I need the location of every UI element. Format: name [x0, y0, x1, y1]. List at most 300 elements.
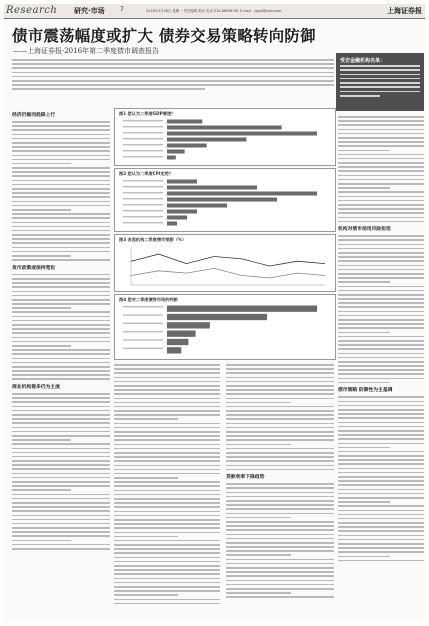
text-line [226, 492, 334, 494]
text-line [12, 129, 110, 131]
text-line [338, 306, 424, 308]
text-line [114, 460, 220, 462]
headline: 债市震荡幅度或扩大 债券交易策略转向防御 [12, 27, 316, 45]
text-line [338, 373, 424, 375]
text-line [338, 191, 424, 193]
text-line [114, 532, 220, 534]
text-line [226, 575, 334, 577]
bar [167, 198, 277, 202]
text-line [226, 559, 334, 561]
text-line [338, 560, 424, 562]
text-line [114, 582, 220, 584]
text-line [12, 307, 71, 309]
text-line [226, 418, 334, 420]
text-line [338, 430, 424, 432]
text-line [338, 505, 424, 507]
text-line [338, 493, 424, 495]
text-line [12, 370, 110, 372]
bar-label [123, 156, 163, 157]
text-line [114, 573, 220, 575]
text-line [338, 179, 424, 181]
text-line [226, 542, 334, 544]
text-line [12, 286, 110, 288]
text-line [338, 522, 424, 524]
text-line [12, 180, 110, 182]
bar-label [123, 339, 163, 340]
text-line [338, 244, 424, 246]
text-line [12, 485, 110, 487]
text-line [114, 490, 220, 492]
text-line [338, 265, 424, 267]
text-line [226, 554, 291, 556]
bar-label [123, 306, 163, 307]
text-line [338, 290, 424, 292]
text-line [338, 277, 424, 279]
bar-label [123, 150, 163, 151]
text-line [226, 571, 334, 573]
text-line [114, 465, 220, 467]
text-line [226, 364, 334, 366]
text-line [338, 187, 390, 189]
text-line [338, 273, 424, 275]
text-line [338, 294, 424, 296]
text-line [12, 349, 110, 351]
text-line [338, 252, 424, 254]
text-line [114, 452, 220, 454]
bar-label [123, 323, 163, 324]
bar [167, 210, 197, 214]
text-line [12, 247, 110, 249]
text-line [226, 592, 291, 594]
bar [167, 339, 188, 345]
article-text [338, 235, 424, 383]
text-line [114, 381, 220, 383]
bar-label [123, 216, 163, 217]
institutions-sidebar [336, 53, 424, 111]
text-line [338, 556, 390, 558]
text-line [114, 477, 178, 479]
text-line [114, 439, 220, 441]
text-line [338, 501, 390, 503]
text-line [12, 209, 71, 211]
text-line [12, 138, 110, 140]
text-line [12, 414, 110, 416]
text-line [12, 332, 110, 334]
text-line [226, 534, 334, 536]
text-line [338, 170, 424, 172]
text-line [338, 405, 424, 407]
text-line [226, 452, 334, 454]
bar-label [123, 198, 163, 199]
bar [167, 120, 202, 124]
chart-4-plot [115, 295, 335, 359]
text-line [338, 212, 424, 214]
text-line [338, 248, 424, 250]
text-line [114, 557, 220, 559]
text-line [12, 337, 110, 339]
text-line [12, 303, 110, 305]
text-line [226, 444, 291, 446]
text-line [114, 594, 178, 596]
page-header [4, 4, 425, 19]
text-line [114, 423, 220, 425]
text-line [338, 154, 424, 156]
text-line [226, 496, 334, 498]
text-line [12, 544, 110, 546]
text-line [226, 529, 334, 531]
text-line [226, 580, 334, 582]
header-brand: Research [6, 5, 58, 16]
text-line [114, 548, 220, 550]
text-line [114, 515, 220, 517]
text-line [12, 159, 110, 161]
text-line [226, 596, 334, 598]
text-line [114, 456, 220, 458]
text-line [114, 473, 220, 475]
text-line [226, 406, 334, 408]
bar [167, 331, 196, 337]
text-line [338, 327, 424, 329]
text-line [338, 409, 424, 411]
text-line [226, 508, 334, 510]
series-line [131, 268, 325, 278]
text-line [12, 431, 110, 433]
text-line [114, 372, 220, 374]
text-line [12, 282, 110, 284]
text-line [12, 494, 110, 496]
text-line [226, 381, 334, 383]
text-line [12, 523, 110, 525]
text-line [12, 535, 110, 537]
text-line [226, 465, 334, 467]
text-line [338, 365, 424, 367]
text-line [114, 398, 220, 400]
text-line [226, 423, 334, 425]
text-line [338, 315, 424, 317]
text-line [114, 393, 220, 395]
chart-4 [114, 294, 336, 360]
text-line [226, 469, 334, 471]
text-line [12, 150, 110, 152]
text-line [12, 320, 110, 322]
chart-title: 图1 您认为二季度GDP增速？ [119, 111, 176, 116]
text-line [226, 389, 334, 391]
section-heading: 货币政策或保持宽松 [12, 265, 56, 271]
text-line [338, 137, 424, 139]
article-text [12, 274, 110, 380]
text-line [12, 366, 110, 368]
text-line [114, 410, 220, 412]
text-line [114, 469, 220, 471]
text-line [338, 413, 424, 415]
text-line [226, 393, 334, 395]
text-line [226, 427, 334, 429]
text-line [12, 213, 110, 215]
text-line [338, 426, 424, 428]
text-line [12, 443, 110, 445]
text-line [114, 431, 220, 433]
text-line [338, 141, 424, 143]
text-line [12, 242, 110, 244]
text-line [12, 125, 110, 127]
text-line [12, 184, 110, 186]
text-line [226, 372, 334, 374]
text-line [12, 255, 71, 257]
text-line [114, 427, 220, 429]
text-line [12, 481, 110, 483]
text-line [12, 374, 110, 376]
bar-label [123, 222, 163, 223]
text-line [338, 235, 424, 237]
bar-label [123, 210, 163, 211]
bar [167, 222, 177, 226]
text-line [12, 378, 110, 380]
text-line [114, 389, 220, 391]
text-line [12, 460, 110, 462]
section-heading: 债市策略 防御性为主基调 [338, 388, 393, 394]
text-line [12, 274, 110, 276]
article-text [338, 116, 424, 222]
text-line [338, 150, 390, 152]
text-line [114, 377, 220, 379]
text-line [338, 382, 390, 384]
text-line [338, 260, 424, 262]
text-line [226, 368, 334, 370]
text-line [338, 323, 424, 325]
text-line [338, 196, 424, 198]
text-line [338, 357, 424, 359]
text-line [114, 590, 220, 592]
text-line [12, 201, 110, 203]
text-line [12, 142, 110, 144]
text-line [114, 502, 220, 504]
text-line [12, 259, 110, 261]
text-line [338, 298, 424, 300]
text-line [12, 155, 110, 157]
text-line [114, 603, 220, 605]
text-line [338, 484, 424, 486]
text-line [338, 116, 424, 118]
bar-label [123, 348, 163, 349]
text-line [338, 438, 424, 440]
chart-2 [114, 168, 336, 232]
text-line [338, 526, 424, 528]
text-line [12, 362, 110, 364]
text-line [12, 531, 110, 533]
text-line [338, 497, 424, 499]
chart-title: 图4 您对二季度债券市场的判断 [119, 297, 178, 302]
bar [167, 138, 246, 142]
text-line [338, 204, 424, 206]
bar-label [123, 144, 163, 145]
chart-3 [114, 234, 336, 292]
text-line [114, 435, 220, 437]
text-line [12, 418, 110, 420]
text-line [114, 368, 220, 370]
text-line [338, 175, 424, 177]
text-line [114, 418, 178, 420]
text-line [338, 256, 424, 258]
text-line [12, 222, 110, 224]
newspaper-page [4, 4, 425, 622]
bar [167, 186, 257, 190]
text-line [226, 414, 334, 416]
bar [167, 180, 197, 184]
text-line [12, 448, 110, 450]
text-line [338, 463, 424, 465]
text-line [114, 485, 220, 487]
text-line [338, 547, 424, 549]
text-line [114, 444, 220, 446]
text-line [338, 539, 424, 541]
text-line [12, 406, 110, 408]
chart-1 [114, 108, 336, 166]
text-line [226, 439, 334, 441]
text-line [114, 414, 220, 416]
text-line [338, 451, 424, 453]
text-line [114, 599, 220, 601]
chart-2-plot [115, 169, 335, 231]
text-line [114, 506, 220, 508]
article-text [226, 483, 334, 598]
text-line [12, 341, 110, 343]
text-line [114, 552, 220, 554]
text-line [12, 188, 110, 190]
text-line [114, 586, 220, 588]
text-line [226, 487, 334, 489]
text-line [338, 162, 424, 164]
text-line [226, 504, 334, 506]
text-line [226, 546, 334, 548]
text-line [338, 472, 424, 474]
text-line [338, 510, 424, 512]
text-line [226, 398, 334, 400]
bar [167, 150, 185, 154]
series-line [131, 254, 325, 266]
text-line [338, 348, 424, 350]
center-right-column [226, 364, 334, 601]
text-line [338, 120, 424, 122]
text-line [338, 455, 424, 457]
text-line [226, 435, 334, 437]
text-line [114, 561, 220, 563]
text-line [226, 460, 334, 462]
text-line [12, 196, 110, 198]
text-line [12, 328, 110, 330]
text-line [114, 565, 220, 567]
text-line [226, 500, 334, 502]
text-line [114, 385, 220, 387]
text-line [338, 518, 424, 520]
text-line [338, 530, 424, 532]
text-line [114, 494, 220, 496]
bar-label [123, 331, 163, 332]
text-line [338, 340, 424, 342]
text-line [12, 502, 110, 504]
section-heading: 贷款利率下降趋势 [226, 475, 265, 481]
text-line [338, 476, 424, 478]
section-heading: 机构对债市信用风险担忧 [338, 227, 391, 233]
text-line [338, 489, 424, 491]
text-line [12, 464, 110, 466]
text-line [338, 221, 424, 223]
text-line [12, 515, 110, 517]
left-column [12, 108, 110, 552]
article-text [226, 364, 334, 470]
right-column [338, 116, 424, 564]
text-line [12, 519, 110, 521]
text-line [338, 353, 424, 355]
text-line [338, 217, 424, 219]
text-line [12, 175, 110, 177]
bar-label [123, 314, 163, 315]
text-line [12, 295, 110, 297]
text-line [338, 369, 424, 371]
chart-1-plot [115, 109, 335, 165]
text-line [338, 124, 424, 126]
text-line [226, 410, 334, 412]
text-line [12, 422, 110, 424]
text-line [12, 226, 110, 228]
text-line [12, 439, 71, 441]
text-line [338, 434, 424, 436]
text-line [12, 345, 71, 347]
text-line [114, 519, 220, 521]
text-line [12, 498, 110, 500]
text-line [226, 538, 334, 540]
text-line [338, 551, 424, 553]
text-line [226, 431, 334, 433]
text-line [12, 205, 110, 207]
text-line [338, 361, 424, 363]
text-line [12, 468, 110, 470]
text-line [226, 563, 334, 565]
text-line [114, 527, 220, 529]
text-line [12, 510, 110, 512]
bar-label [123, 180, 163, 181]
text-line [338, 543, 424, 545]
text-line [114, 569, 220, 571]
bar [167, 314, 267, 320]
intro-paragraph [12, 59, 334, 95]
text-line [114, 406, 220, 408]
text-line [226, 513, 334, 515]
text-line [338, 145, 424, 147]
text-line [12, 358, 110, 360]
chart-3-plot [115, 235, 335, 291]
text-line [338, 480, 424, 482]
text-line [12, 435, 110, 437]
bar-label [123, 192, 163, 193]
article-text [114, 364, 220, 604]
text-line [226, 567, 334, 569]
text-line [338, 129, 424, 131]
bar [167, 132, 317, 136]
text-line [114, 498, 220, 500]
text-line [12, 167, 110, 169]
text-line [12, 401, 110, 403]
text-line [338, 286, 424, 288]
text-line [338, 535, 424, 537]
text-line [226, 377, 334, 379]
text-line [338, 133, 424, 135]
sidebar-text [340, 65, 420, 99]
text-line [338, 514, 424, 516]
text-line [338, 332, 390, 334]
text-line [12, 452, 110, 454]
text-line [12, 540, 71, 542]
center-left-column [114, 364, 220, 607]
